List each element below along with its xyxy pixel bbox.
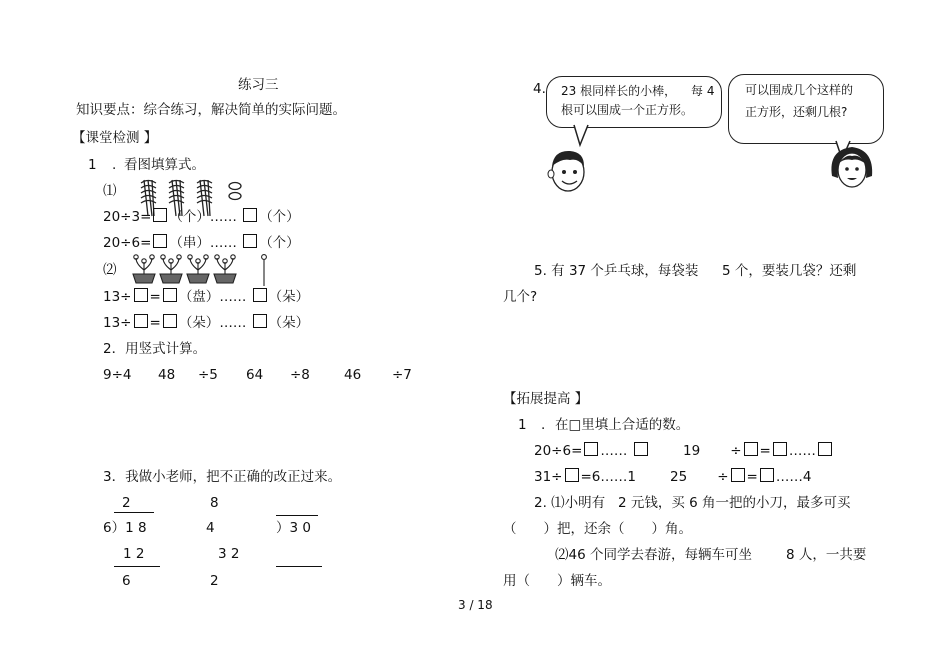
q1-part2-label: ⑵ xyxy=(103,262,117,278)
division-b-dividend: 4 xyxy=(206,520,215,536)
e2-line3a: ⑵46 个同学去春游，每辆车可坐 xyxy=(555,547,752,563)
boy-cartoon xyxy=(544,146,594,196)
e1-row2-right: 25 ÷ = ……4 xyxy=(670,469,812,485)
division-a-dividend: 6）1 8 xyxy=(103,520,147,536)
girl-cartoon xyxy=(826,142,878,192)
answer-box[interactable] xyxy=(243,234,257,248)
answer-box[interactable] xyxy=(253,288,267,302)
page-number: 3 / 18 xyxy=(458,598,493,612)
single-flower xyxy=(262,255,267,286)
flower-pot-3 xyxy=(187,255,209,283)
division-b-remainder: 2 xyxy=(210,573,219,589)
answer-box[interactable] xyxy=(731,468,745,482)
q4-number: 4. xyxy=(533,81,546,97)
section-heading-extension: 【拓展提高 】 xyxy=(503,391,589,407)
section-heading-classroom: 【课堂检测 】 xyxy=(72,130,158,146)
answer-box[interactable] xyxy=(134,288,148,302)
answer-box[interactable] xyxy=(163,288,177,302)
answer-box[interactable] xyxy=(584,442,598,456)
answer-box[interactable] xyxy=(134,314,148,328)
q2-problem-3-dividend: 64 xyxy=(246,367,264,383)
e2-line3b: 8 人，一共要 xyxy=(786,547,867,563)
q1-row1: 20÷3= （个）…… （个） xyxy=(103,209,300,225)
q5-line1b: 5 个，要装几袋？还剩 xyxy=(722,263,857,279)
flower-pot-2 xyxy=(160,255,182,283)
answer-box[interactable] xyxy=(773,442,787,456)
e2-line1b: 2 元钱，买 6 角一把的小刀，最多可买 xyxy=(618,495,851,511)
q1-row3: 13÷ = （盘）…… （朵） xyxy=(103,289,310,305)
answer-box[interactable] xyxy=(163,314,177,328)
division-a-bar xyxy=(114,512,154,513)
division-a-subline xyxy=(114,566,160,567)
answer-box[interactable] xyxy=(818,442,832,456)
speech-bubble-boy: 23 根同样长的小棒， 每 4 根可以围成一个正方形。 xyxy=(546,76,722,128)
speech-bubble-girl: 可以围成几个这样的 正方形，还剩几根? xyxy=(728,74,884,144)
answer-box[interactable] xyxy=(253,314,267,328)
division-a-quotient: 2 xyxy=(122,495,131,511)
answer-box[interactable] xyxy=(243,208,257,222)
answer-box[interactable] xyxy=(634,442,648,456)
q1-number: 1 xyxy=(88,157,97,173)
q2-problem-2-divisor: ÷5 xyxy=(198,367,218,383)
q1-part1-label: ⑴ xyxy=(103,183,117,199)
q1-row2: 20÷6= （串）…… （个） xyxy=(103,235,300,251)
e1-text: 在□里填上合适的数。 xyxy=(555,417,690,433)
flower-pot-4 xyxy=(214,255,236,283)
answer-box[interactable] xyxy=(153,208,167,222)
e2-line4: 用（ ）辆车。 xyxy=(503,573,611,589)
e1-row1-right: 19 ÷ = …… xyxy=(683,442,834,460)
division-c-subline xyxy=(276,566,322,567)
q2-problem-2-dividend: 48 xyxy=(158,367,176,383)
flower-pot-1 xyxy=(133,255,155,283)
q2-problem-3-divisor: ÷8 xyxy=(290,367,310,383)
q2-problem-1: 9÷4 xyxy=(103,367,132,383)
e2-line2: （ ）把，还余（ ）角。 xyxy=(503,521,692,537)
flower-pots-figure xyxy=(130,252,270,288)
e1-row2-left: 31÷ =6……1 xyxy=(534,469,636,485)
q3-text: 3．我做小老师，把不正确的改正过来。 xyxy=(103,469,342,485)
e1-number: 1 xyxy=(518,417,527,433)
q5-line2: 几个? xyxy=(503,289,538,305)
q5-line1a: 5. 有 37 个乒乓球，每袋装 xyxy=(534,263,699,279)
e1-row1-left: 20÷6= …… xyxy=(534,442,650,460)
q1-dot: . xyxy=(112,157,117,173)
e2-line1a: 2. ⑴小明有 xyxy=(534,495,606,511)
page-title: 练习三 xyxy=(238,77,279,93)
division-b-quotient: 8 xyxy=(210,495,219,511)
q1-row4: 13÷ = （朵）…… （朵） xyxy=(103,315,310,331)
answer-box[interactable] xyxy=(153,234,167,248)
q2-text: 2．用竖式计算。 xyxy=(103,341,207,357)
division-a-product: 1 2 xyxy=(123,546,145,562)
division-c-bar xyxy=(276,515,318,516)
division-b-product: 3 2 xyxy=(218,546,240,562)
division-c-dividend: ）3 0 xyxy=(276,520,311,536)
answer-box[interactable] xyxy=(565,468,579,482)
q2-problem-4-dividend: 46 xyxy=(344,367,362,383)
q2-problem-4-divisor: ÷7 xyxy=(392,367,412,383)
q1-text: 看图填算式。 xyxy=(124,157,205,173)
key-points: 知识要点：综合练习，解决简单的实际问题。 xyxy=(76,102,346,118)
e1-dot: . xyxy=(541,417,546,433)
answer-box[interactable] xyxy=(760,468,774,482)
division-a-remainder: 6 xyxy=(122,573,131,589)
answer-box[interactable] xyxy=(744,442,758,456)
